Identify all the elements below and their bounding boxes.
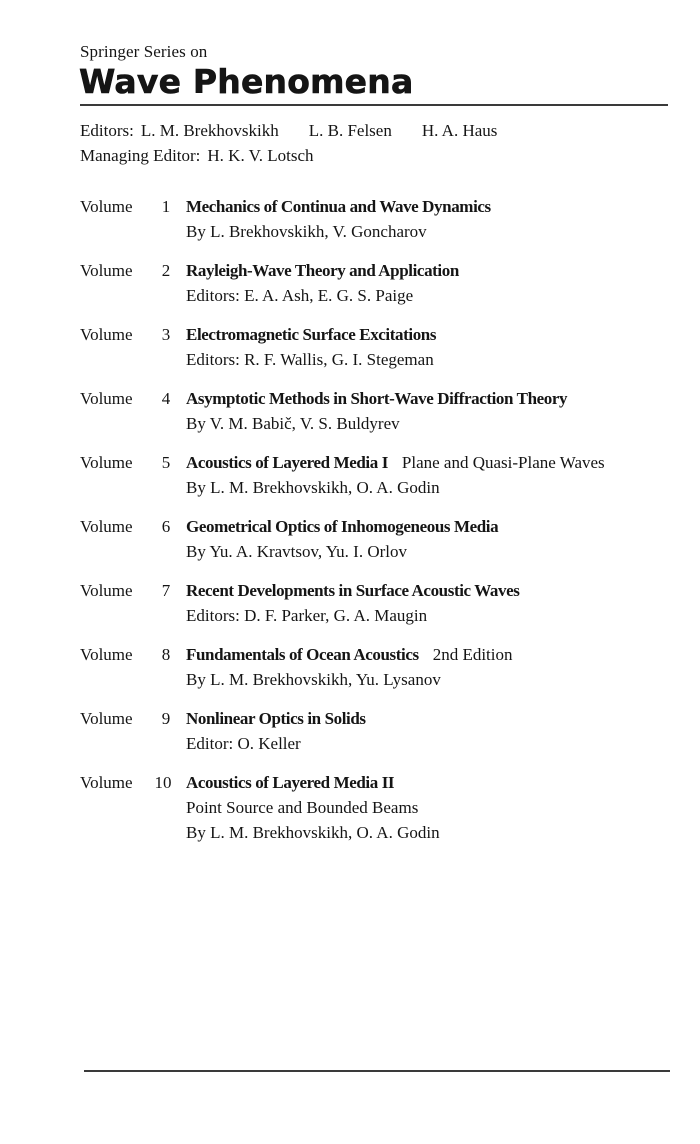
volume-number: 5 xyxy=(161,453,171,472)
volume-title-text: Acoustics of Layered Media II xyxy=(186,773,395,792)
volume-subtitle: 2nd Edition xyxy=(432,645,513,664)
volume-label xyxy=(80,453,171,473)
volume-number: 1 xyxy=(161,197,171,216)
volume-credit-line: Editors: E. A. Ash, E. G. S. Paige xyxy=(186,286,414,305)
volume-word: Volume xyxy=(80,389,133,408)
volume-word: Volume xyxy=(80,325,133,344)
volume-number: 2 xyxy=(161,261,171,280)
volume-title xyxy=(186,197,491,217)
volume-title-text: Mechanics of Continua and Wave Dynamics xyxy=(186,197,491,216)
volume-title-text: Electromagnetic Surface Excitations xyxy=(186,325,437,344)
volume-number: 9 xyxy=(161,709,171,728)
volume-title xyxy=(186,325,436,345)
volume-label xyxy=(80,581,171,601)
volume-number: 10 xyxy=(154,773,172,792)
volume-title-text: Asymptotic Methods in Short-Wave Diffraction Theory xyxy=(186,389,568,408)
volume-credit-line: Editors: R. F. Wallis, G. I. Stegeman xyxy=(186,350,434,369)
volume-word: Volume xyxy=(80,581,133,600)
volume-title xyxy=(186,453,605,473)
volume-word: Volume xyxy=(80,261,133,280)
bottom-rule xyxy=(84,1070,670,1072)
volume-credit-line: By L. M. Brekhovskikh, O. A. Godin xyxy=(186,478,440,497)
volume-number: 8 xyxy=(161,645,171,664)
volume-title xyxy=(186,261,459,281)
volume-title xyxy=(186,709,366,729)
volume-number: 6 xyxy=(161,517,171,536)
volume-word: Volume xyxy=(80,645,133,664)
volume-title xyxy=(186,645,513,665)
volume-label xyxy=(80,645,171,665)
volume-title-text: Rayleigh-Wave Theory and Application xyxy=(186,261,459,280)
volume-subtitle: Plane and Quasi-Plane Waves xyxy=(401,453,605,472)
volume-label xyxy=(80,325,171,345)
volume-word: Volume xyxy=(80,773,133,792)
editor-name: L. B. Felsen xyxy=(308,121,392,140)
volume-title-text: Nonlinear Optics in Solids xyxy=(186,709,366,728)
volume-label xyxy=(80,197,171,217)
volume-number: 4 xyxy=(161,389,171,408)
volume-title-text: Fundamentals of Ocean Acoustics xyxy=(186,645,419,664)
volume-title xyxy=(186,517,498,537)
editor-name: L. M. Brekhovskikh xyxy=(140,121,279,140)
editor-name: H. A. Haus xyxy=(421,121,498,140)
volume-word: Volume xyxy=(80,453,133,472)
volume-title-text: Acoustics of Layered Media I xyxy=(186,453,388,472)
top-rule xyxy=(80,104,668,106)
volume-label xyxy=(80,709,171,729)
volume-credit-line: Point Source and Bounded Beams xyxy=(186,798,419,817)
series-line: Springer Series on xyxy=(80,42,208,61)
volume-title xyxy=(186,773,394,793)
volume-credit-line: By V. M. Babič, V. S. Buldyrev xyxy=(186,414,400,433)
volume-label xyxy=(80,773,172,793)
series-title: Wave Phenomena xyxy=(79,62,414,101)
volume-title-text: Recent Developments in Surface Acoustic Waves xyxy=(186,581,520,600)
volume-credit-line: By L. M. Brekhovskikh, O. A. Godin xyxy=(186,823,440,842)
volume-title xyxy=(186,389,567,409)
volume-word: Volume xyxy=(80,517,133,536)
volume-credit-line: By L. Brekhovskikh, V. Goncharov xyxy=(186,222,427,241)
volume-credit-line: By Yu. A. Kravtsov, Yu. I. Orlov xyxy=(186,542,407,561)
managing-editor-name: H. K. V. Lotsch xyxy=(207,146,314,165)
volume-number: 3 xyxy=(161,325,171,344)
managing-editor-label: Managing Editor: xyxy=(80,146,201,165)
volume-number: 7 xyxy=(161,581,171,600)
volume-label xyxy=(80,389,171,409)
managing-editor-line xyxy=(80,146,314,166)
volume-credit-line: By L. M. Brekhovskikh, Yu. Lysanov xyxy=(186,670,441,689)
volume-label xyxy=(80,261,171,281)
volume-credit-line: Editor: O. Keller xyxy=(186,734,301,753)
volume-word: Volume xyxy=(80,709,133,728)
volume-word: Volume xyxy=(80,197,133,216)
editors-line xyxy=(80,121,497,141)
volume-label xyxy=(80,517,171,537)
volume-title-text: Geometrical Optics of Inhomogeneous Media xyxy=(186,517,499,536)
editors-label: Editors: xyxy=(80,121,134,140)
volume-credit-line: Editors: D. F. Parker, G. A. Maugin xyxy=(186,606,428,625)
volume-title xyxy=(186,581,519,601)
